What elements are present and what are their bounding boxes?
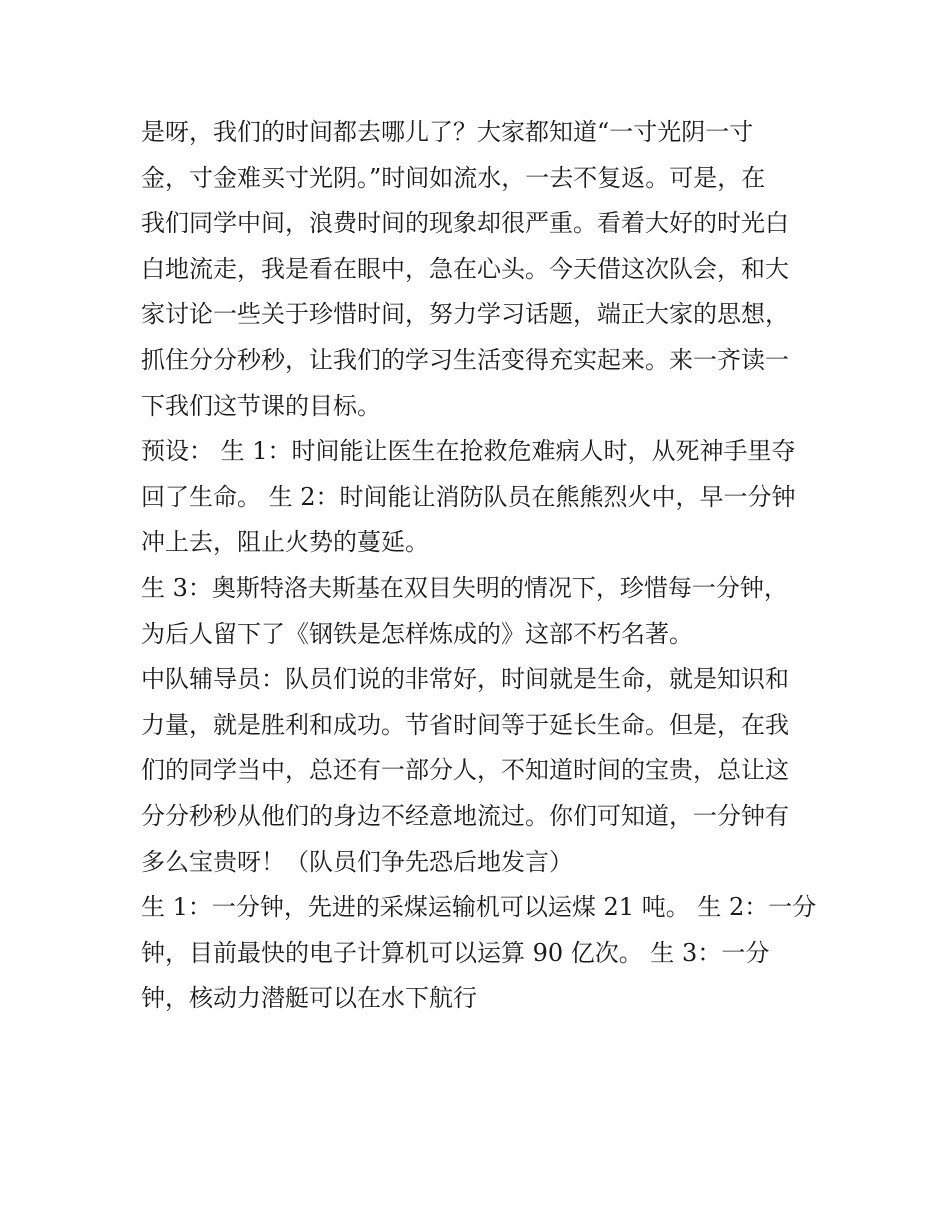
text-line: 为后人留下了《钢铁是怎样炼成的》这部不朽名著。 — [141, 619, 693, 648]
text-line: 生 1：一分钟，先进的采煤运输机可以运煤 21 吨。 生 2：一分 — [141, 893, 817, 922]
text-line: 们的同学当中，总还有一部分人，不知道时间的宝贵，总让这 — [141, 756, 789, 785]
text-line: 白地流走，我是看在眼中，急在心头。今天借这次队会，和大 — [141, 254, 789, 283]
text-line: 中队辅导员：队员们说的非常好，时间就是生命，就是知识和 — [141, 665, 789, 694]
text-line: 生 3：奥斯特洛夫斯基在双目失明的情况下，珍惜每一分钟， — [141, 573, 788, 602]
text-line: 钟，核动力潜艇可以在水下航行 — [141, 984, 477, 1013]
text-line: 力量，就是胜利和成功。节省时间等于延长生命。但是，在我 — [141, 710, 789, 739]
text-line: 金，寸金难买寸光阴。”时间如流水，一去不复返。可是，在 — [141, 163, 766, 192]
text-line: 多么宝贵呀！（队员们争先恐后地发言） — [141, 847, 573, 876]
text-line: 我们同学中间，浪费时间的现象却很严重。看着大好的时光白 — [141, 209, 789, 238]
text-line: 冲上去，阻止火势的蔓延。 — [141, 528, 429, 557]
text-line: 分分秒秒从他们的身边不经意地流过。你们可知道，一分钟有 — [141, 801, 789, 830]
text-line: 家讨论一些关于珍惜时间，努力学习话题，端正大家的思想， — [141, 300, 789, 329]
document-body — [141, 110, 821, 1022]
text-line: 下我们这节课的目标。 — [141, 391, 381, 420]
text-line: 预设： 生 1：时间能让医生在抢救危难病人时，从死神手里夺 — [141, 437, 796, 466]
text-line: 抓住分分秒秒，让我们的学习生活变得充实起来。来一齐读一 — [141, 345, 789, 374]
text-line: 回了生命。 生 2：时间能让消防队员在熊熊烈火中，早一分钟 — [141, 482, 796, 511]
text-line: 钟，目前最快的电子计算机可以运算 90 亿次。 生 3：一分 — [141, 938, 770, 967]
text-line: 是呀，我们的时间都去哪儿了？大家都知道“一寸光阴一寸 — [141, 118, 754, 146]
